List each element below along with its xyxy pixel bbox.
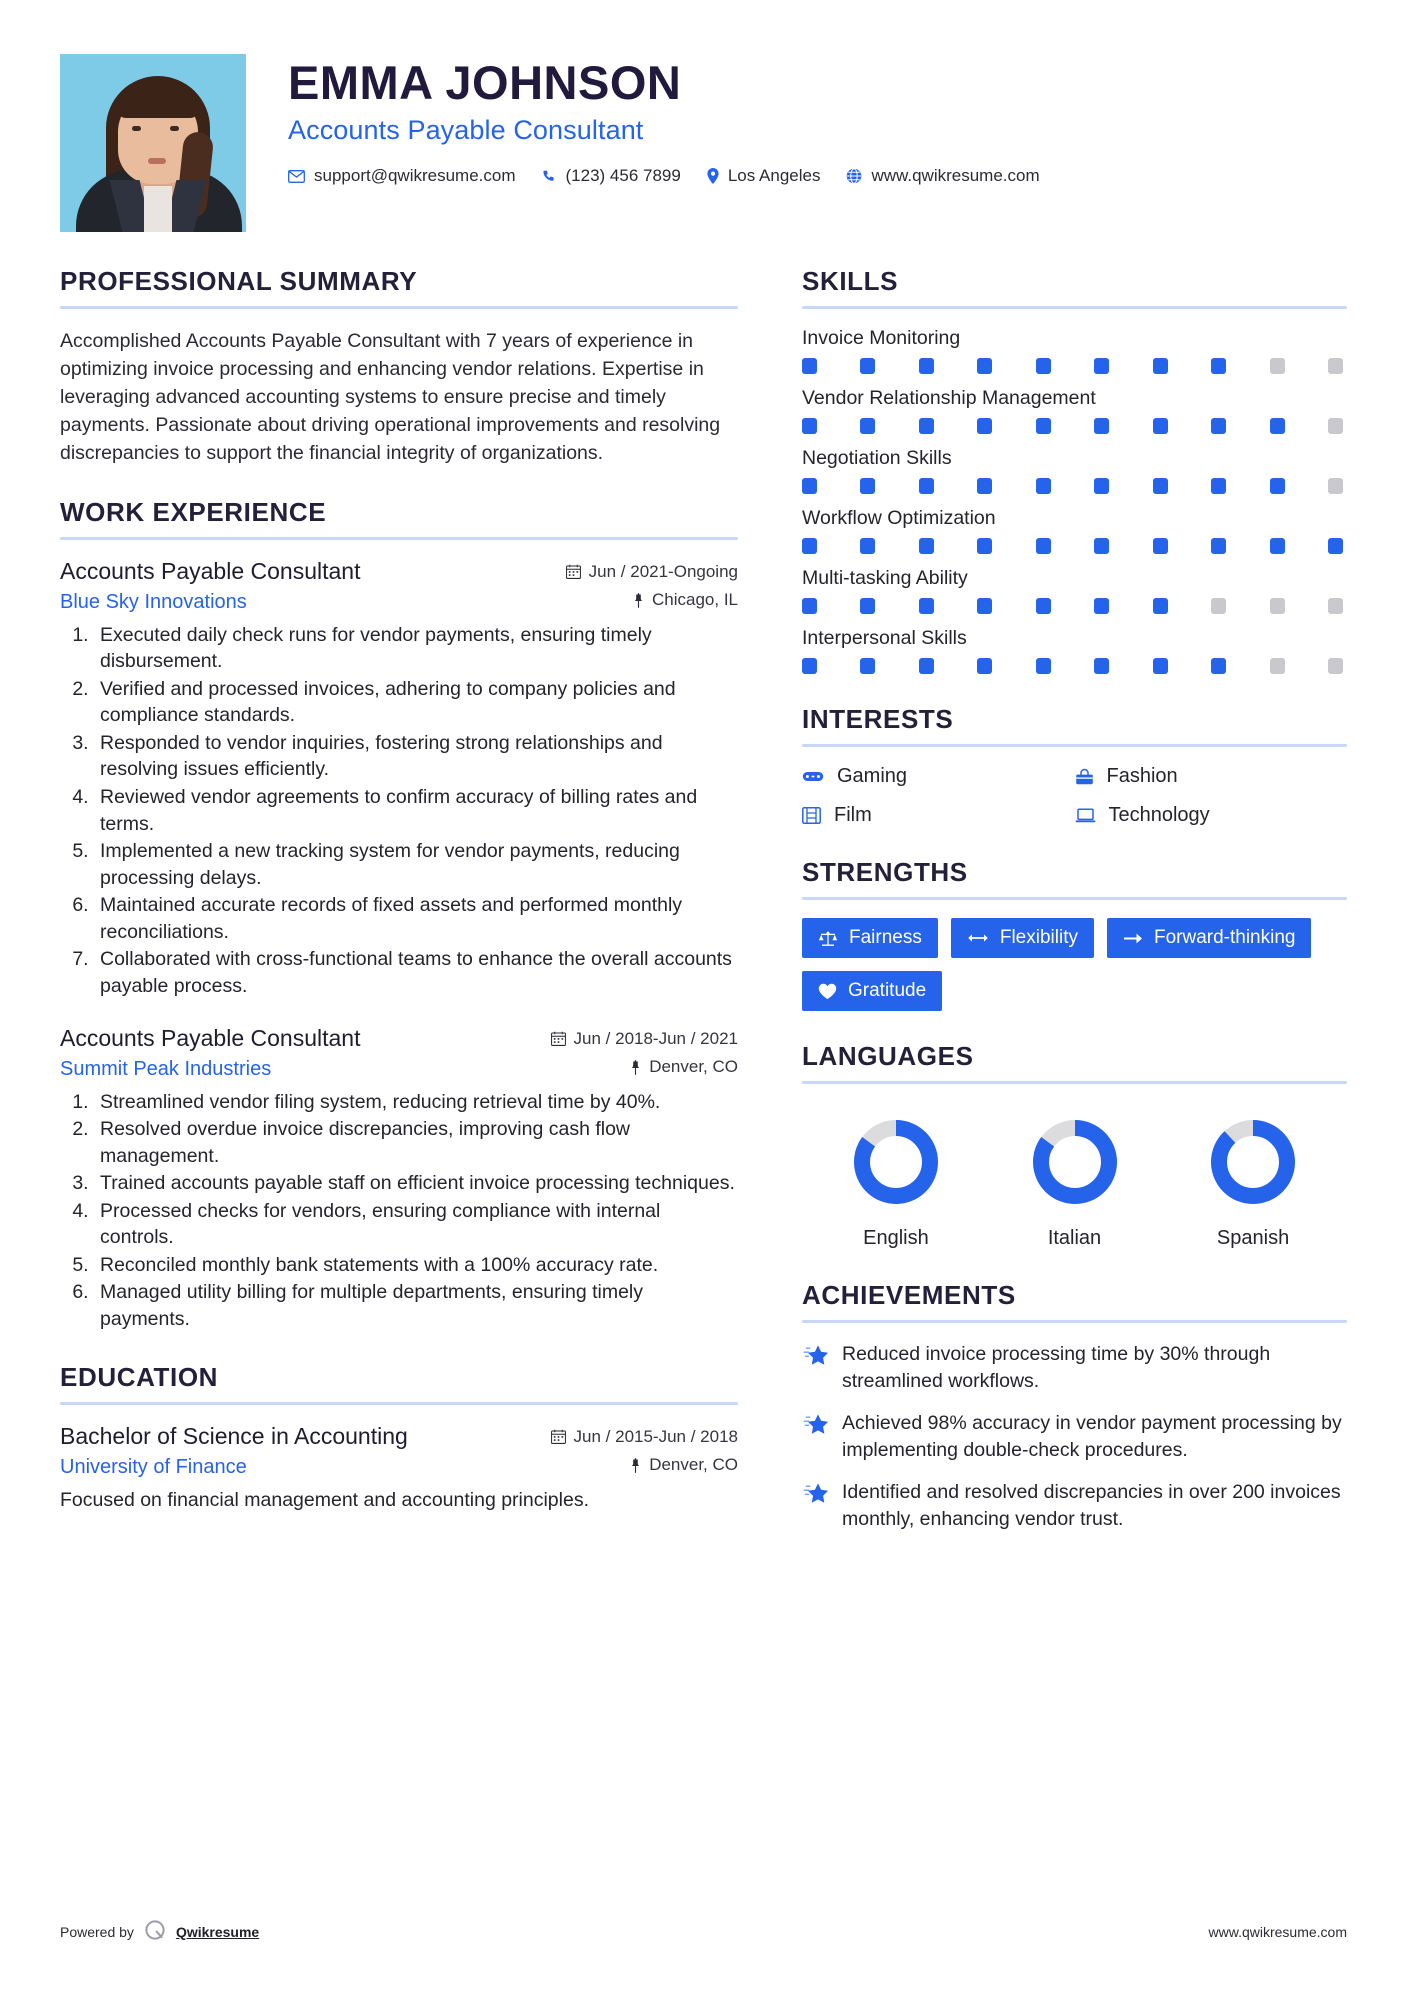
skill-dot: [1328, 658, 1343, 674]
section-rule: [802, 897, 1347, 900]
skill-dot: [977, 478, 992, 494]
map-pin-icon: [630, 1060, 641, 1075]
film-strip-icon: [802, 807, 821, 824]
skill-dot: [802, 478, 817, 494]
skill-dot: [1153, 658, 1168, 674]
skill-dot: [1094, 358, 1109, 374]
skill-label: Negotiation Skills: [802, 447, 952, 469]
strength-label: Gratitude: [848, 980, 927, 1001]
skill-dot: [1328, 538, 1343, 554]
job-bullets: [94, 622, 738, 999]
language-label: Italian: [1047, 1227, 1102, 1249]
footer-website[interactable]: www.qwikresume.com: [1208, 1923, 1347, 1940]
skill-dot: [1094, 598, 1109, 614]
education-date: [551, 1427, 738, 1447]
skill-item: [802, 627, 1347, 674]
skill-item: [802, 567, 1347, 614]
interest-item-technology: [1075, 804, 1348, 827]
powered-by-label: Powered by: [60, 1923, 134, 1940]
strengths-list: [802, 918, 1347, 1011]
location-pin-icon: [707, 168, 719, 184]
job-entry: [60, 1025, 738, 1332]
skill-dot: [1153, 598, 1168, 614]
contact-phone[interactable]: [542, 166, 681, 186]
section-education: [60, 1362, 738, 1514]
education-location-value: Denver, CO: [649, 1455, 738, 1475]
page-footer: [60, 1919, 1347, 1944]
interest-item-fashion: [1075, 765, 1348, 788]
section-work-experience: [60, 497, 738, 1332]
section-achievements: [802, 1280, 1347, 1532]
right-column: [790, 266, 1347, 1562]
brand-link[interactable]: Qwikresume: [175, 1923, 260, 1940]
summary-text: Accomplished Accounts Payable Consultant with 7 years of experience in optimizing invoice processing and enhancing vendor relations. Expertise in leveraging advanced accounting systems to ensure precise and timely payments. Passionate about driving operational improvements and resolving discrepancies to support the financial integrity of organizations.: [60, 330, 721, 465]
section-rule: [802, 744, 1347, 747]
strength-chip-gratitude: [802, 971, 942, 1011]
skill-label: Workflow Optimization: [802, 507, 996, 529]
map-pin-icon: [630, 1458, 641, 1473]
job-title: Accounts Payable Consultant: [60, 558, 361, 585]
arrow-right-icon: [1123, 931, 1143, 946]
strength-label: Fairness: [849, 927, 922, 948]
contact-location-value: Los Angeles: [727, 166, 821, 186]
skill-dot: [1153, 358, 1168, 374]
job-title: Accounts Payable Consultant: [60, 1025, 361, 1052]
section-title-strengths: STRENGTHS: [802, 857, 968, 887]
strength-chip-fairness: [802, 918, 938, 958]
strength-chip-flexibility: [951, 918, 1094, 958]
skill-dot: [977, 598, 992, 614]
skill-dot: [1270, 478, 1285, 494]
job-location: [630, 1057, 738, 1077]
skill-dot: [1211, 658, 1226, 674]
list-item: 2. Resolved overdue invoice discrepancies, improving cash flow management.: [94, 1116, 738, 1169]
header-text: [246, 48, 1347, 186]
candidate-role: Accounts Payable Consultant: [288, 115, 644, 146]
skill-item: [802, 507, 1347, 554]
section-skills: [802, 266, 1347, 674]
list-item: 7. Collaborated with cross-functional teams to enhance the overall accounts payable process.: [94, 946, 738, 999]
job-date-value: Jun / 2021-Ongoing: [588, 561, 738, 581]
footer-branding: [60, 1919, 259, 1944]
skill-dot: [1036, 478, 1051, 494]
skill-dot: [1270, 358, 1285, 374]
star-icon: [802, 1482, 828, 1510]
language-donut: [850, 1116, 942, 1213]
education-description: Focused on financial management and accounting principles.: [60, 1488, 589, 1511]
skill-item: [802, 387, 1347, 434]
skill-dot: [977, 358, 992, 374]
skill-dot: [1094, 478, 1109, 494]
skill-dot: [977, 538, 992, 554]
skill-dot: [1153, 478, 1168, 494]
skill-dot: [919, 538, 934, 554]
list-item: 1. Streamlined vendor filing system, reducing retrieval time by 40%.: [94, 1089, 738, 1116]
skill-item: [802, 447, 1347, 494]
job-date: [551, 1029, 738, 1049]
achievement-text: Achieved 98% accuracy in vendor payment processing by implementing double-check procedures.: [842, 1412, 1342, 1461]
job-company[interactable]: Summit Peak Industries: [60, 1057, 272, 1080]
section-rule: [802, 1320, 1347, 1323]
skill-dot: [860, 658, 875, 674]
scales-icon: [818, 930, 838, 947]
contact-location: [707, 166, 821, 186]
strength-label: Flexibility: [999, 927, 1078, 948]
skill-dot: [802, 358, 817, 374]
skill-dot: [919, 598, 934, 614]
section-title-education: EDUCATION: [60, 1362, 219, 1393]
strength-chip-forward-thinking: [1107, 918, 1312, 958]
languages-row: [802, 1102, 1347, 1250]
education-entry: [60, 1423, 738, 1514]
contact-website[interactable]: [846, 166, 1039, 186]
interest-item-gaming: [802, 765, 1075, 788]
contact-email[interactable]: [288, 166, 516, 186]
language-item: [808, 1116, 984, 1250]
contact-email-value: support@qwikresume.com: [314, 166, 516, 186]
list-item: 5. Reconciled monthly bank statements with a 100% accuracy rate.: [94, 1252, 738, 1279]
skill-rating: [802, 598, 1347, 614]
skill-dot: [860, 418, 875, 434]
skill-dot: [860, 478, 875, 494]
skill-dot: [1094, 538, 1109, 554]
skill-dot: [1270, 418, 1285, 434]
list-item: 1. Executed daily check runs for vendor payments, ensuring timely disbursement.: [94, 622, 738, 675]
skill-dot: [919, 658, 934, 674]
job-date: [566, 562, 738, 582]
list-item: 5. Implemented a new tracking system for vendor payments, reducing processing delays.: [94, 838, 738, 891]
job-location-value: Chicago, IL: [652, 590, 738, 610]
job-location-value: Denver, CO: [649, 1057, 738, 1077]
job-date-value: Jun / 2018-Jun / 2021: [573, 1028, 738, 1048]
section-rule: [60, 1402, 738, 1405]
map-pin-icon: [633, 593, 644, 608]
job-bullets: [94, 1089, 738, 1333]
skill-dot: [977, 658, 992, 674]
section-title-work: WORK EXPERIENCE: [60, 497, 327, 528]
interest-label: Technology: [1108, 804, 1210, 826]
section-rule: [802, 306, 1347, 309]
achievement-text: Reduced invoice processing time by 30% through streamlined workflows.: [842, 1343, 1271, 1392]
skill-dot: [860, 598, 875, 614]
skill-dot: [860, 538, 875, 554]
interests-grid: [802, 765, 1347, 827]
gamepad-icon: [802, 769, 824, 784]
skill-dot: [802, 418, 817, 434]
calendar-icon: [566, 564, 581, 579]
section-title-interests: INTERESTS: [802, 704, 954, 734]
arrows-horizontal-icon: [967, 931, 989, 945]
skill-item: [802, 327, 1347, 374]
skill-dot: [1036, 538, 1051, 554]
skill-rating: [802, 358, 1347, 374]
heart-icon: [818, 983, 837, 1000]
education-location: [630, 1455, 738, 1475]
skill-rating: [802, 478, 1347, 494]
list-item: 4. Reviewed vendor agreements to confirm accuracy of billing rates and terms.: [94, 784, 738, 837]
interest-label: Film: [834, 804, 872, 826]
section-title-achievements: ACHIEVEMENTS: [802, 1280, 1016, 1310]
skill-label: Vendor Relationship Management: [802, 387, 1096, 409]
skill-label: Interpersonal Skills: [802, 627, 967, 649]
skill-dot: [802, 658, 817, 674]
skill-dot: [802, 538, 817, 554]
language-label: English: [863, 1227, 929, 1249]
degree-title: Bachelor of Science in Accounting: [60, 1423, 408, 1450]
section-title-skills: SKILLS: [802, 266, 899, 296]
section-languages: [802, 1041, 1347, 1250]
job-company[interactable]: Blue Sky Innovations: [60, 590, 247, 613]
skill-dot: [1211, 358, 1226, 374]
laptop-icon: [1075, 808, 1096, 824]
list-item: 4. Processed checks for vendors, ensuring compliance with internal controls.: [94, 1198, 738, 1251]
skill-dot: [1328, 358, 1343, 374]
section-strengths: [802, 857, 1347, 1011]
language-donut: [1029, 1116, 1121, 1213]
skill-dot: [1211, 478, 1226, 494]
skill-dot: [1328, 598, 1343, 614]
list-item: 6. Managed utility billing for multiple departments, ensuring timely payments.: [94, 1279, 738, 1332]
handbag-icon: [1075, 768, 1094, 785]
skill-dot: [860, 358, 875, 374]
section-rule: [60, 537, 738, 540]
skill-rating: [802, 418, 1347, 434]
skill-dot: [1153, 538, 1168, 554]
skill-dot: [1036, 598, 1051, 614]
contact-phone-value: (123) 456 7899: [565, 166, 681, 186]
skill-dot: [1036, 358, 1051, 374]
skill-dot: [1270, 598, 1285, 614]
skill-dot: [1328, 478, 1343, 494]
contact-website-value: www.qwikresume.com: [871, 166, 1040, 186]
star-icon: [802, 1344, 828, 1372]
achievement-item: [802, 1341, 1347, 1394]
skill-dot: [919, 418, 934, 434]
list-item: 3. Trained accounts payable staff on efficient invoice processing techniques.: [94, 1170, 738, 1197]
skill-label: Multi-tasking Ability: [802, 567, 968, 589]
job-location: [633, 590, 738, 610]
strength-label: Forward-thinking: [1153, 927, 1296, 948]
skill-dot: [919, 358, 934, 374]
achievement-item: [802, 1410, 1347, 1463]
interest-label: Gaming: [837, 765, 908, 787]
achievement-text: Identified and resolved discrepancies in over 200 invoices monthly, enhancing vendor trust.: [842, 1481, 1341, 1530]
interest-item-film: [802, 804, 1075, 827]
skill-dot: [977, 418, 992, 434]
skill-dot: [1036, 658, 1051, 674]
interest-label: Fashion: [1106, 765, 1178, 787]
skill-dot: [1094, 658, 1109, 674]
list-item: 3. Responded to vendor inquiries, fostering strong relationships and resolving issues efficiently.: [94, 730, 738, 783]
left-column: [60, 266, 790, 1562]
section-rule: [60, 306, 738, 309]
language-donut: [1207, 1116, 1299, 1213]
skill-rating: [802, 538, 1347, 554]
list-item: 2. Verified and processed invoices, adhering to company policies and compliance standards.: [94, 676, 738, 729]
qwikresume-logo-icon: [144, 1919, 166, 1944]
section-interests: [802, 704, 1347, 827]
language-label: Spanish: [1216, 1227, 1290, 1249]
star-icon: [802, 1413, 828, 1441]
envelope-icon: [288, 170, 305, 183]
skill-label: Invoice Monitoring: [802, 327, 961, 349]
skill-dot: [802, 598, 817, 614]
language-item: [1165, 1116, 1341, 1250]
section-rule: [802, 1081, 1347, 1084]
contact-list: [288, 166, 1347, 186]
school-name[interactable]: University of Finance: [60, 1455, 247, 1478]
resume-body: [60, 266, 1347, 1562]
job-entry: [60, 558, 738, 999]
calendar-icon: [551, 1031, 566, 1046]
section-professional-summary: [60, 266, 738, 467]
skill-dot: [1270, 658, 1285, 674]
globe-icon: [846, 168, 862, 184]
language-item: [987, 1116, 1163, 1250]
skill-dot: [1094, 418, 1109, 434]
skill-dot: [1211, 538, 1226, 554]
skill-dot: [1211, 598, 1226, 614]
skill-dot: [1211, 418, 1226, 434]
phone-icon: [542, 169, 557, 184]
skill-dot: [1270, 538, 1285, 554]
profile-photo: [60, 54, 246, 232]
section-title-languages: LANGUAGES: [802, 1041, 974, 1071]
candidate-name: EMMA JOHNSON: [288, 56, 682, 109]
photo-container: [60, 48, 246, 232]
skill-dot: [1036, 418, 1051, 434]
calendar-icon: [551, 1429, 566, 1444]
skill-dot: [1153, 418, 1168, 434]
section-title-summary: PROFESSIONAL SUMMARY: [60, 266, 418, 296]
resume-header: [60, 48, 1347, 232]
skill-dot: [919, 478, 934, 494]
skill-rating: [802, 658, 1347, 674]
skill-dot: [1328, 418, 1343, 434]
education-date-value: Jun / 2015-Jun / 2018: [573, 1426, 738, 1446]
achievement-item: [802, 1479, 1347, 1532]
list-item: 6. Maintained accurate records of fixed assets and performed monthly reconciliations.: [94, 892, 738, 945]
